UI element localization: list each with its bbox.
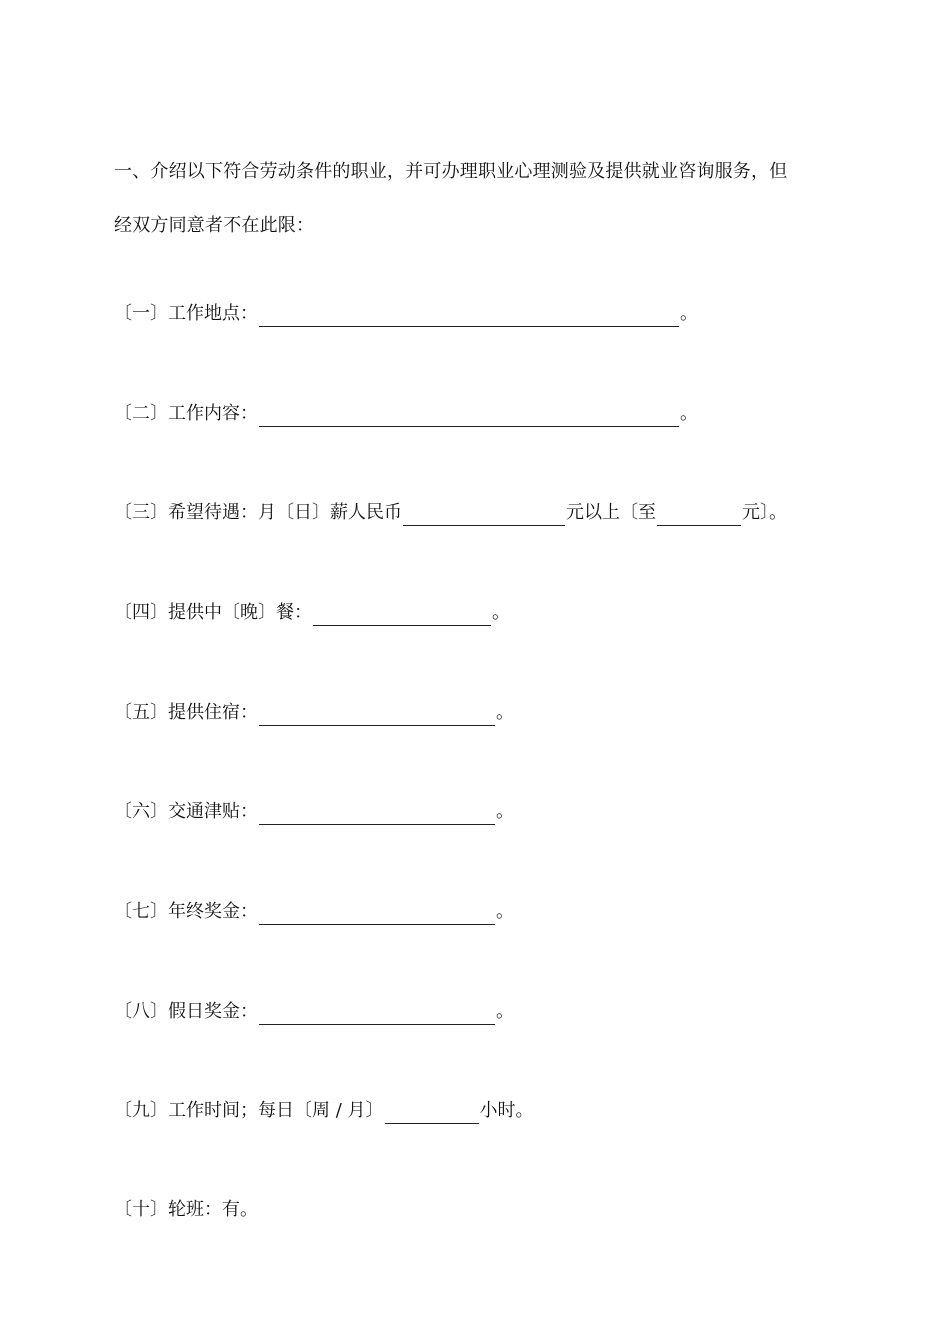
item-work-hours bbox=[114, 1098, 534, 1124]
item-end: 。 bbox=[680, 303, 698, 324]
holiday-bonus-blank[interactable] bbox=[259, 1004, 495, 1025]
meals-blank[interactable] bbox=[313, 605, 491, 626]
item-end: 。 bbox=[680, 403, 698, 424]
intro-paragraph bbox=[114, 145, 844, 253]
work-content-blank[interactable] bbox=[259, 406, 679, 427]
item-year-end-bonus bbox=[114, 899, 514, 925]
lodging-blank[interactable] bbox=[259, 705, 495, 726]
year-end-bonus-blank[interactable] bbox=[259, 904, 495, 925]
item-label: 〔三〕希望待遇：月〔日〕薪人民币 bbox=[114, 502, 402, 523]
item-end: 。 bbox=[496, 702, 514, 723]
item-end: 。 bbox=[496, 801, 514, 822]
item-label: 〔十〕轮班：有。 bbox=[114, 1199, 258, 1220]
item-end: 元〕。 bbox=[742, 502, 787, 523]
transport-allowance-blank[interactable] bbox=[259, 804, 495, 825]
item-end: 。 bbox=[496, 901, 514, 922]
item-transport-allowance bbox=[114, 799, 514, 825]
salary-min-blank[interactable] bbox=[403, 505, 565, 526]
intro-line-1: 一、介绍以下符合劳动条件的职业，并可办理职业心理测验及提供就业咨询服务，但 bbox=[114, 161, 788, 182]
item-end: 。 bbox=[496, 1001, 514, 1022]
item-meals bbox=[114, 600, 510, 626]
item-salary bbox=[114, 500, 787, 526]
item-label: 〔九〕工作时间；每日〔周 / 月〕 bbox=[114, 1100, 384, 1121]
item-lodging bbox=[114, 700, 514, 726]
item-label: 〔六〕交通津贴： bbox=[114, 801, 258, 822]
item-holiday-bonus bbox=[114, 999, 514, 1025]
work-hours-blank[interactable] bbox=[385, 1103, 479, 1124]
work-location-blank[interactable] bbox=[259, 306, 679, 327]
intro-line-2: 经双方同意者不在此限： bbox=[114, 215, 315, 236]
salary-max-blank[interactable] bbox=[657, 505, 741, 526]
item-label: 〔一〕工作地点： bbox=[114, 303, 258, 324]
item-end: 小时。 bbox=[479, 1100, 534, 1121]
item-label: 〔二〕工作内容： bbox=[114, 403, 258, 424]
item-label: 〔五〕提供住宿： bbox=[114, 702, 258, 723]
item-label: 〔四〕提供中〔晚〕餐： bbox=[114, 602, 312, 623]
item-work-content bbox=[114, 401, 698, 427]
item-label: 〔七〕年终奖金： bbox=[114, 901, 258, 922]
item-work-location bbox=[114, 301, 698, 327]
item-label: 〔八〕假日奖金： bbox=[114, 1001, 258, 1022]
item-shift bbox=[114, 1197, 258, 1223]
item-end: 。 bbox=[492, 602, 510, 623]
item-mid: 元以上〔至 bbox=[566, 502, 656, 523]
